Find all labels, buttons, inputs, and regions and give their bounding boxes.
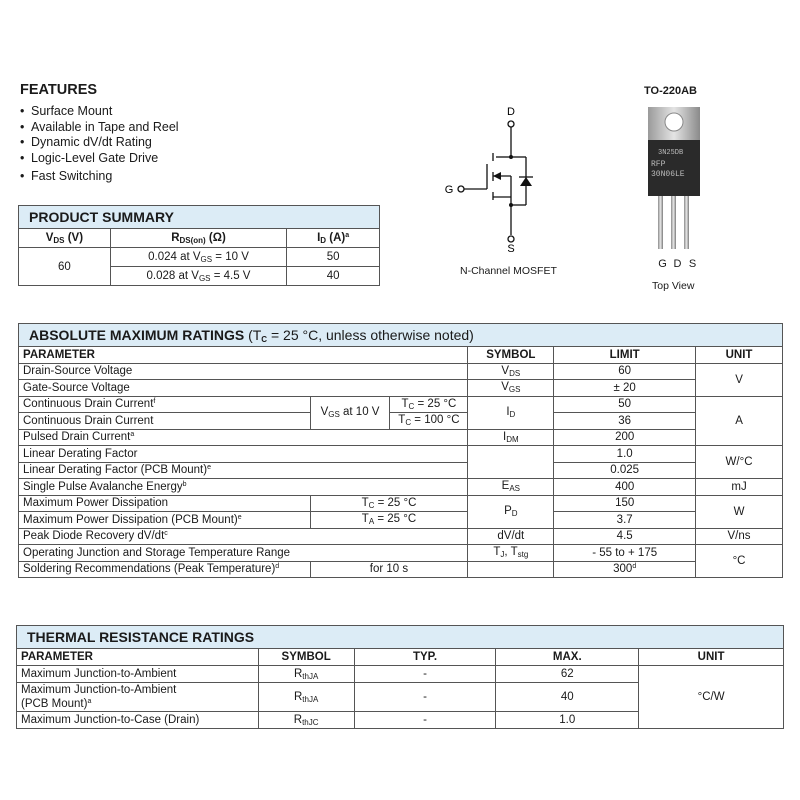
feature-item: • Surface Mount <box>20 104 179 120</box>
pin-label-g: G <box>658 258 667 270</box>
unit-cell: W <box>696 495 783 528</box>
package-marking: 30N06LE <box>651 170 685 179</box>
n-channel-mosfet-symbol <box>440 100 560 260</box>
symbol-cell: $I_D$ <box>468 396 554 429</box>
param-cell: Operating Junction and Storage Temperature Range <box>19 545 468 562</box>
max-cell: 40 <box>496 683 639 712</box>
param-cell: Linear Derating Factor <box>19 446 468 463</box>
unit-cell: °C/W <box>639 666 784 729</box>
package-marking: RFP <box>651 160 666 169</box>
col-symbol: SYMBOL <box>258 649 354 666</box>
col-unit: UNIT <box>639 649 784 666</box>
source-label: S <box>507 243 515 255</box>
gate-label: G <box>444 184 454 196</box>
id-value: 50 <box>287 248 380 267</box>
param-cell: Maximum Power Dissipation <box>19 495 311 512</box>
symbol-cell: $R_{thJA}$ <box>258 666 354 683</box>
unit-cell: V/ns <box>696 528 783 545</box>
symbol-cell: $R_{thJA}$ <box>258 683 354 712</box>
param-cell: Soldering Recommendations (Peak Temperature)$^d$ <box>19 561 311 578</box>
param-cell: Continuous Drain Current <box>19 413 311 430</box>
drain-label: D <box>507 106 515 118</box>
limit-cell: ± 20 <box>554 380 696 397</box>
col-limit: LIMIT <box>554 347 696 364</box>
vds-value: 60 <box>19 248 111 286</box>
symbol-cell: $I_{DM}$ <box>468 429 554 446</box>
mosfet-caption: N-Channel MOSFET <box>460 265 557 277</box>
limit-cell: 200 <box>554 429 696 446</box>
col-parameter: PARAMETER <box>17 649 259 666</box>
unit-cell: V <box>696 363 783 396</box>
feature-item: • Fast Switching <box>20 169 179 185</box>
symbol-cell: $T_J$, $T_{stg}$ <box>468 545 554 562</box>
param-cell: Peak Diode Recovery $dV/dt^c$ <box>19 528 468 545</box>
to-220-package-image <box>640 102 710 257</box>
typ-cell: - <box>354 666 496 683</box>
top-view-caption: Top View <box>652 280 695 292</box>
condition-cell: $V_{GS}$ at 10 V <box>310 396 390 429</box>
col-unit: UNIT <box>696 347 783 364</box>
param-cell: Pulsed Drain Current$^a$ <box>19 429 468 446</box>
param-cell: Maximum Junction-to-Case (Drain) <box>17 712 259 729</box>
condition-cell: $T_C = 100$ °C <box>390 413 468 430</box>
symbol-cell: $E_{AS}$ <box>468 479 554 496</box>
param-cell: Maximum Junction-to-Ambient (PCB Mount)$^a$ <box>17 683 259 712</box>
symbol-cell: $R_{thJC}$ <box>258 712 354 729</box>
param-cell: Linear Derating Factor (PCB Mount)$^e$ <box>19 462 468 479</box>
rds-value: 0.024 at $V_{GS} = 10$ V <box>110 248 286 267</box>
abs-max-title: ABSOLUTE MAXIMUM RATINGS ($T_C = 25$ °C, unless otherwise noted) <box>19 324 783 347</box>
unit-cell: A <box>696 396 783 446</box>
limit-cell: 60 <box>554 363 696 380</box>
condition-cell: for 10 s <box>310 561 468 578</box>
param-cell: Maximum Power Dissipation (PCB Mount)$^e$ <box>19 512 311 529</box>
unit-cell: mJ <box>696 479 783 496</box>
absolute-maximum-ratings-table <box>18 323 783 578</box>
symbol-cell <box>468 561 554 578</box>
unit-cell: °C <box>696 545 783 578</box>
limit-cell: 4.5 <box>554 528 696 545</box>
thermal-title: THERMAL RESISTANCE RATINGS <box>17 626 784 649</box>
max-cell: 1.0 <box>496 712 639 729</box>
max-cell: 62 <box>496 666 639 683</box>
limit-cell: 0.025 <box>554 462 696 479</box>
condition-cell: $T_C = 25$ °C <box>310 495 468 512</box>
limit-cell: 400 <box>554 479 696 496</box>
symbol-cell: $V_{DS}$ <box>468 363 554 380</box>
param-cell: Maximum Junction-to-Ambient <box>17 666 259 683</box>
package-marking: 3N25DB <box>658 149 684 157</box>
limit-cell: 1.0 <box>554 446 696 463</box>
limit-cell: 36 <box>554 413 696 430</box>
param-cell: Single Pulse Avalanche Energy$^b$ <box>19 479 468 496</box>
limit-cell: 300$^d$ <box>554 561 696 578</box>
thermal-resistance-table <box>16 625 784 729</box>
symbol-cell: $V_{GS}$ <box>468 380 554 397</box>
limit-cell: 3.7 <box>554 512 696 529</box>
param-cell: Drain-Source Voltage <box>19 363 468 380</box>
col-vds: $V_{DS}$ (V) <box>19 229 111 248</box>
param-cell: Continuous Drain Current$^f$ <box>19 396 311 413</box>
features-title: FEATURES <box>20 82 98 98</box>
features-list <box>20 104 179 184</box>
col-symbol: SYMBOL <box>468 347 554 364</box>
symbol-cell: $P_D$ <box>468 495 554 528</box>
param-cell: Gate-Source Voltage <box>19 380 468 397</box>
symbol-cell: dV/dt <box>468 528 554 545</box>
limit-cell: 150 <box>554 495 696 512</box>
pin-label-d: D <box>673 258 682 270</box>
typ-cell: - <box>354 683 496 712</box>
id-value: 40 <box>287 267 380 286</box>
col-typ: TYP. <box>354 649 496 666</box>
rds-value: 0.028 at $V_{GS} = 4.5$ V <box>110 267 286 286</box>
condition-cell: $T_A = 25$ °C <box>310 512 468 529</box>
body-arrow <box>493 172 501 180</box>
limit-cell: - 55 to + 175 <box>554 545 696 562</box>
product-summary-table <box>18 205 380 286</box>
col-max: MAX. <box>496 649 639 666</box>
col-parameter: PARAMETER <box>19 347 468 364</box>
pin-labels <box>655 258 700 270</box>
feature-item: • Dynamic dV/dt Rating <box>20 135 179 151</box>
col-rds: $R_{DS(on)}$ (Ω) <box>110 229 286 248</box>
limit-cell: 50 <box>554 396 696 413</box>
package-title: TO-220AB <box>644 85 697 97</box>
mosfet-wires <box>458 121 533 242</box>
feature-item: • Logic-Level Gate Drive <box>20 151 179 167</box>
feature-item: • Available in Tape and Reel <box>20 120 179 136</box>
pin-label-s: S <box>688 258 697 270</box>
typ-cell: - <box>354 712 496 729</box>
symbol-cell <box>468 446 554 479</box>
col-id: $I_D$ $(A)^a$ <box>287 229 380 248</box>
condition-cell: $T_C = 25$ °C <box>390 396 468 413</box>
product-summary-title: PRODUCT SUMMARY <box>19 206 380 229</box>
body-diode <box>520 177 532 186</box>
unit-cell: W/°C <box>696 446 783 479</box>
